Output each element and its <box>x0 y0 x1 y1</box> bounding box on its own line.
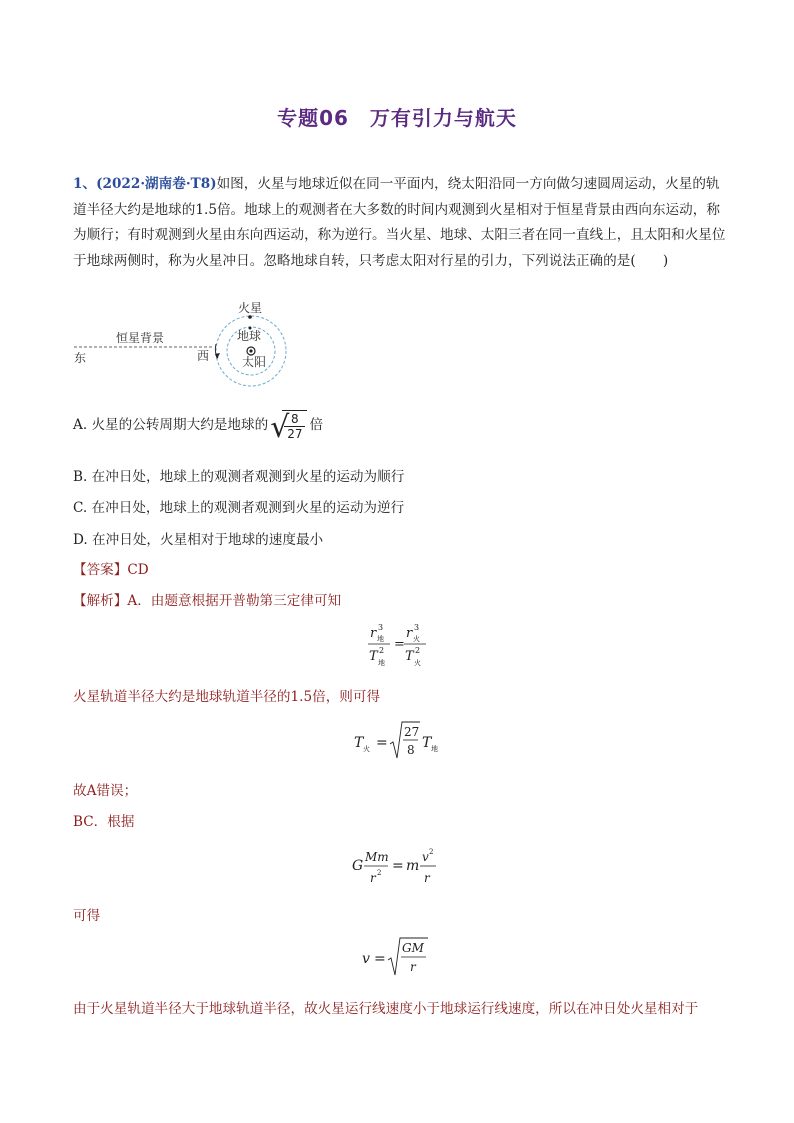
label-sun: 太阳 <box>242 355 267 369</box>
mars-dot <box>248 315 252 319</box>
answer-label: 【答案】 <box>73 562 128 578</box>
eq4-den: r <box>410 960 416 974</box>
option-b: B. 在冲日处，地球上的观测者观测到火星的运动为顺行 <box>73 469 405 485</box>
arrow-head <box>215 353 220 359</box>
eq3-den: r <box>370 871 376 885</box>
eq1-exp2-right: 2 <box>415 646 421 655</box>
eq3-equals: = <box>392 858 404 874</box>
option-a <box>73 410 324 445</box>
eq1-r-left: r <box>370 626 377 641</box>
sqrt-symbol: √ <box>270 410 290 445</box>
eq3-G: G <box>352 858 364 874</box>
eq1-T-right: T <box>405 649 414 664</box>
eq2-den: 8 <box>407 743 415 757</box>
analysis-line <box>73 589 341 609</box>
question-body: 如图，火星与地球近似在同一平面内，绕太阳沿同一方向做匀速圆周运动，火星的轨道半径大约是地球的1.5倍。地球上的观测者在大多数的时间内观测到火星相对于恒星背景由西向东运动，称为顺行；有时观测到火星由东向西运动，称为逆行。当火星、地球、太阳三者在同一直线上，且太阳和火星位于地球两侧时，称为火星冲日。忽略地球自转，只考虑太阳对行星的引力，下列说法正确的是( ) <box>73 176 726 269</box>
orbit-diagram <box>70 296 300 388</box>
eq3-vnum: v <box>422 850 429 864</box>
page-title: 专题06 万有引力与航天 <box>277 106 517 130</box>
eq4-num: GM <box>402 941 424 955</box>
question-source: (2022·湖南卷·T8) <box>96 176 217 192</box>
eq1-exp3-left: 3 <box>378 623 384 632</box>
answer-value: CD <box>127 562 149 578</box>
eq1-exp2-left: 2 <box>379 646 385 655</box>
sqrt-fraction <box>270 410 307 445</box>
analysis-p5: 可得 <box>73 908 101 924</box>
equation-velocity <box>360 935 440 981</box>
answer-line <box>73 558 149 578</box>
eq4-v: v <box>362 951 370 967</box>
equation-kepler <box>364 620 434 670</box>
analysis-label: 【解析】 <box>73 593 128 609</box>
eq1-sub-mars-bottom: 火 <box>414 659 421 667</box>
eq3-den-exp: 2 <box>377 869 382 877</box>
eq2-sub-mars: 火 <box>363 745 370 753</box>
eq3-v-exp: 2 <box>429 848 434 856</box>
eq1-sub-earth-top: 地 <box>377 635 384 643</box>
option-c: C. 在冲日处，地球上的观测者观测到火星的运动为逆行 <box>73 500 405 516</box>
option-a-suffix: 倍 <box>309 417 324 433</box>
equation-gravity <box>350 842 450 890</box>
eq1-r-right: r <box>406 626 413 641</box>
option-a-numerator: 8 <box>284 411 305 427</box>
eq1-sub-mars-top: 火 <box>413 635 420 643</box>
label-east: 东 <box>74 351 87 365</box>
equation-period <box>352 718 452 766</box>
question-number: 1、 <box>73 176 97 192</box>
analysis-p4: BC．根据 <box>73 814 135 830</box>
question-stem <box>73 172 733 274</box>
label-earth: 地球 <box>237 329 262 343</box>
label-west: 西 <box>197 349 210 363</box>
eq1-equals: = <box>394 637 405 652</box>
eq2-sub-earth: 地 <box>431 745 438 753</box>
option-d: D. 在冲日处，火星相对于地球的速度最小 <box>73 532 324 548</box>
eq2-num: 27 <box>404 725 420 739</box>
eq2-T-lhs: T <box>354 735 364 751</box>
analysis-p2: 火星轨道半径大约是地球轨道半径的1.5倍，则可得 <box>73 689 381 705</box>
eq1-sub-earth-bottom: 地 <box>378 659 385 667</box>
eq4-equals: = <box>374 951 386 967</box>
eq3-num: Mm <box>365 850 389 864</box>
option-a-text: A. 火星的公转周期大约是地球的 <box>73 417 269 433</box>
analysis-p3: 故A错误； <box>73 783 138 799</box>
sun-core <box>249 349 252 352</box>
analysis-p6: 由于火星轨道半径大于地球轨道半径，故火星运行线速度小于地球运行线速度，所以在冲日处火星相对于 <box>73 1001 699 1017</box>
analysis-p1: A．由题意根据开普勒第三定律可知 <box>127 593 342 609</box>
eq3-m: m <box>406 858 420 874</box>
eq3-vden: r <box>424 871 430 885</box>
eq2-T-rhs: T <box>422 735 432 751</box>
eq1-T-left: T <box>369 649 378 664</box>
eq1-exp3-right: 3 <box>414 623 420 632</box>
label-background: 恒星背景 <box>116 331 165 345</box>
eq2-equals: = <box>376 735 388 751</box>
option-a-denominator: 27 <box>287 427 303 441</box>
label-mars: 火星 <box>238 301 263 315</box>
